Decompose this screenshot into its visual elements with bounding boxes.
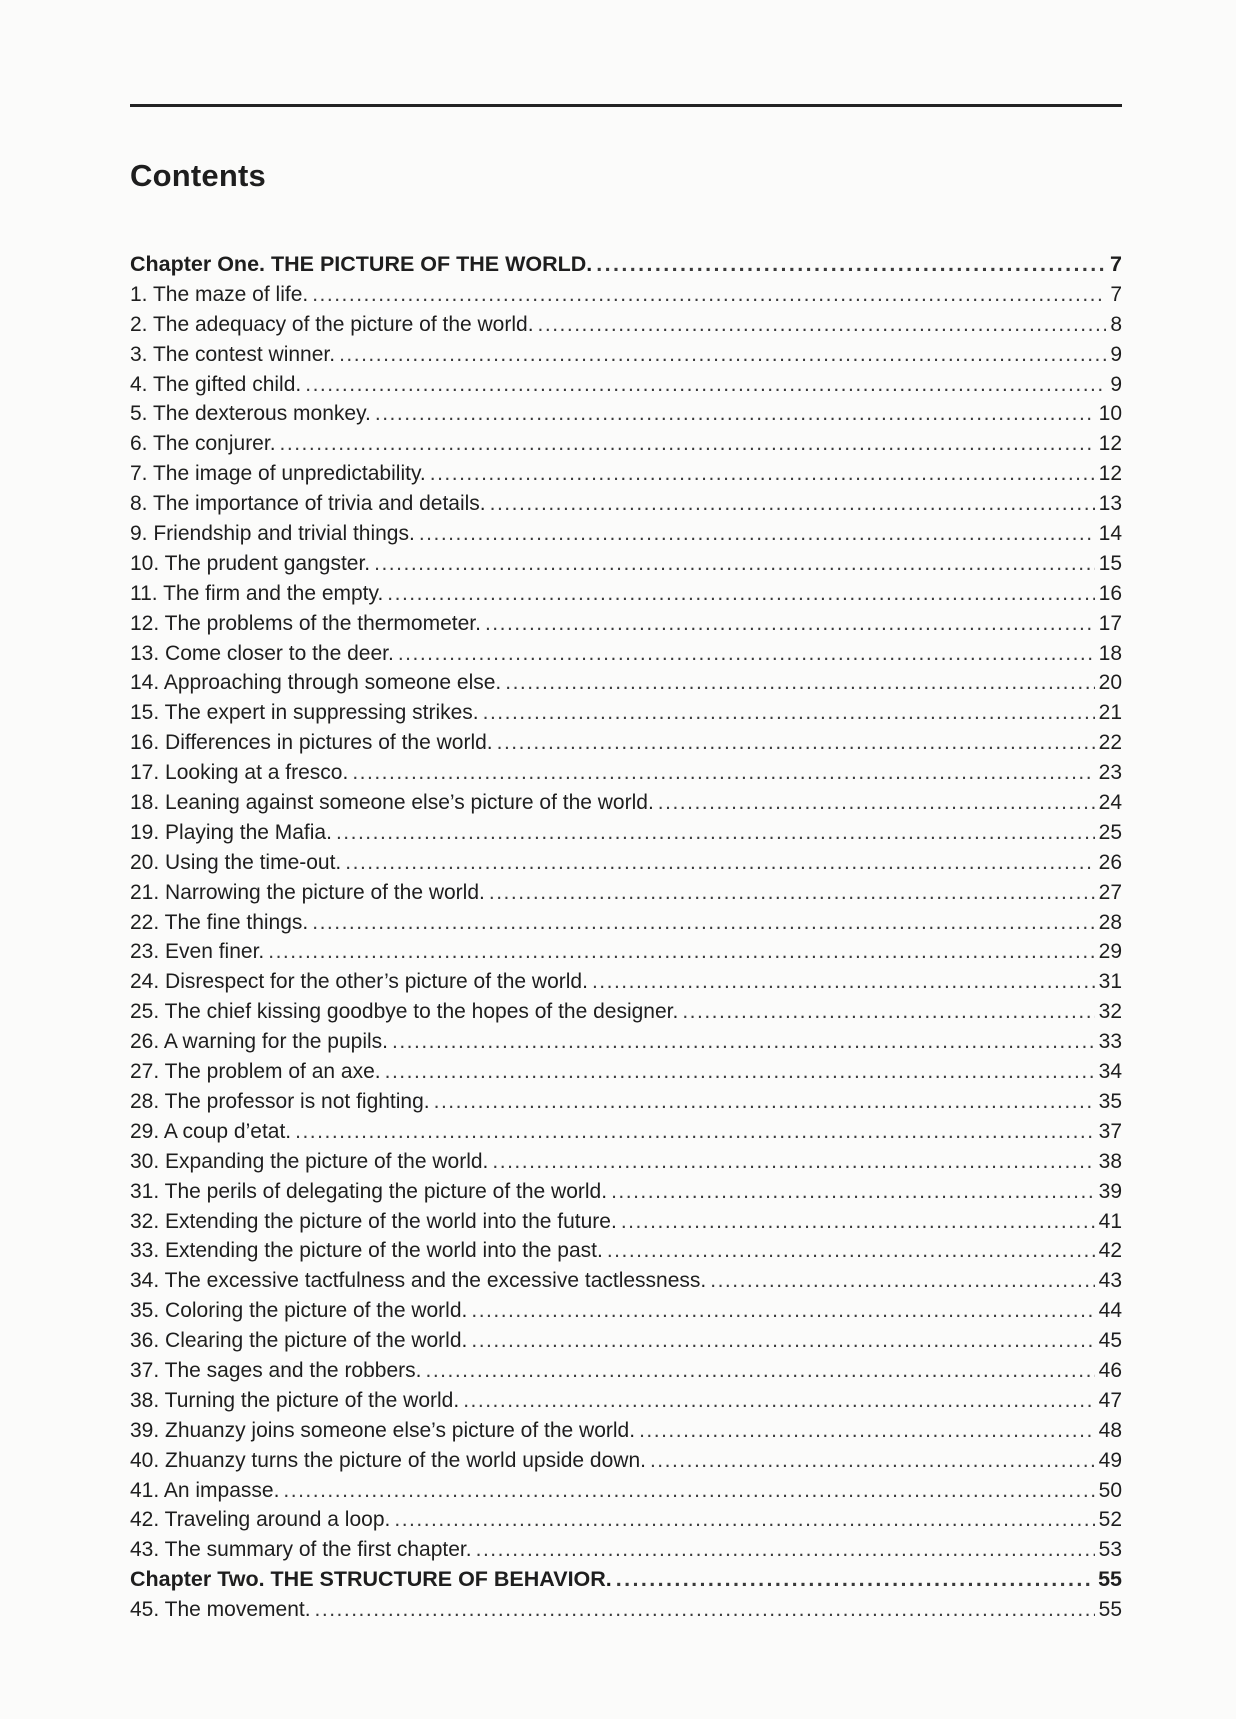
dot-leader [434, 1087, 1095, 1117]
toc-entry-label: 22. The fine things. [130, 910, 309, 934]
toc-entry-page-number: 8 [1110, 312, 1122, 336]
dot-leader [505, 668, 1094, 698]
toc-entry-label: 28. The professor is not fighting. [130, 1089, 430, 1113]
toc-entry-page-number: 12 [1098, 432, 1122, 456]
toc-entry [130, 1595, 1122, 1625]
toc-entry [130, 519, 1122, 549]
toc-entry-page-number: 13 [1098, 492, 1122, 516]
dot-leader [592, 967, 1095, 997]
dot-leader [312, 908, 1094, 938]
toc-entry-page-number: 9 [1110, 342, 1122, 366]
dot-leader [336, 818, 1095, 848]
toc-entry [130, 1296, 1122, 1326]
toc-entry-label: 8. The importance of trivia and details. [130, 492, 486, 516]
toc-entry [130, 489, 1122, 519]
toc-entry-page-number: 34 [1098, 1060, 1122, 1084]
toc-entry-page-number: 39 [1098, 1179, 1122, 1203]
dot-leader [639, 1416, 1095, 1446]
toc-entry-page-number: 16 [1098, 581, 1122, 605]
toc-entry [130, 668, 1122, 698]
toc-entry [130, 997, 1122, 1027]
toc-entry-page-number: 35 [1098, 1089, 1122, 1113]
toc-entry-label: 31. The perils of delegating the picture of the world. [130, 1179, 608, 1203]
toc-entry-page-number: 17 [1098, 611, 1122, 635]
toc-entry [130, 429, 1122, 459]
dot-leader [280, 429, 1095, 459]
dot-leader [650, 1446, 1095, 1476]
toc-entry-page-number: 7 [1110, 252, 1122, 276]
toc-entry-page-number: 29 [1098, 940, 1122, 964]
toc-entry-label: 36. Clearing the picture of the world. [130, 1329, 468, 1353]
toc-entry-label: 24. Disrespect for the other’s picture of the world. [130, 970, 588, 994]
toc-entry-page-number: 50 [1098, 1478, 1122, 1502]
dot-leader [339, 340, 1106, 370]
toc-entry [130, 698, 1122, 728]
toc-entry [130, 878, 1122, 908]
toc-entry-page-number: 55 [1098, 1598, 1122, 1622]
toc-entry-label: 30. Expanding the picture of the world. [130, 1149, 489, 1173]
dot-leader [485, 609, 1095, 639]
toc-entry-label: 40. Zhuanzy turns the picture of the world upside down. [130, 1448, 646, 1472]
toc-entry [130, 908, 1122, 938]
toc-entry [130, 1117, 1122, 1147]
dot-leader [596, 250, 1106, 280]
toc-entry-label: 4. The gifted child. [130, 372, 302, 396]
toc-entry [130, 1027, 1122, 1057]
dot-leader [682, 997, 1094, 1027]
toc-entry-page-number: 42 [1098, 1239, 1122, 1263]
dot-leader [345, 848, 1094, 878]
toc-entry-label: 23. Even finer. [130, 940, 265, 964]
dot-leader [374, 549, 1095, 579]
toc-entry [130, 1386, 1122, 1416]
toc-entry [130, 1476, 1122, 1506]
toc-entry-label: 17. Looking at a fresco. [130, 761, 349, 785]
toc-entry-label: 43. The summary of the first chapter. [130, 1538, 472, 1562]
dot-leader [611, 1177, 1095, 1207]
toc-entry-page-number: 33 [1098, 1030, 1122, 1054]
dot-leader [492, 1147, 1094, 1177]
dot-leader [352, 758, 1094, 788]
toc-entry-page-number: 49 [1098, 1448, 1122, 1472]
toc-entry-page-number: 45 [1098, 1329, 1122, 1353]
toc-entry [130, 1207, 1122, 1237]
toc-entry-page-number: 25 [1098, 820, 1122, 844]
toc-entry [130, 1236, 1122, 1266]
toc-entry-label: 42. Traveling around a loop. [130, 1508, 391, 1532]
toc-entry [130, 280, 1122, 310]
toc-entry-label: 3. The contest winner. [130, 342, 336, 366]
dot-leader [471, 1326, 1094, 1356]
toc-entry-page-number: 31 [1098, 970, 1122, 994]
toc-entry [130, 1416, 1122, 1446]
toc-entry-label: Chapter One. THE PICTURE OF THE WORLD. [130, 252, 593, 276]
toc-entry [130, 1057, 1122, 1087]
toc-entry-label: 5. The dexterous monkey. [130, 402, 371, 426]
dot-leader [419, 519, 1095, 549]
toc-entry-page-number: 22 [1098, 731, 1122, 755]
toc-entry-label: 26. A warning for the pupils. [130, 1030, 388, 1054]
toc-entry [130, 1177, 1122, 1207]
toc-entry [130, 1535, 1122, 1565]
toc-entry-label: 15. The expert in suppressing strikes. [130, 701, 479, 725]
toc-entry-label: 2. The adequacy of the picture of the world. [130, 312, 534, 336]
toc-entry [130, 1147, 1122, 1177]
toc-entry [130, 370, 1122, 400]
toc-entry-label: 29. A coup d’etat. [130, 1119, 292, 1143]
dot-leader [315, 1595, 1095, 1625]
toc-entry [130, 1326, 1122, 1356]
toc-entry [130, 549, 1122, 579]
toc-entry-label: 27. The problem of an axe. [130, 1060, 381, 1084]
toc-entry-label: 14. Approaching through someone else. [130, 671, 502, 695]
toc-entry [130, 639, 1122, 669]
toc-entry-page-number: 47 [1098, 1388, 1122, 1412]
toc-entry [130, 1356, 1122, 1386]
toc-entry-page-number: 27 [1098, 880, 1122, 904]
dot-leader [489, 878, 1095, 908]
dot-leader [497, 728, 1095, 758]
toc-entry-label: 6. The conjurer. [130, 432, 276, 456]
toc-entry-page-number: 48 [1098, 1418, 1122, 1442]
dot-leader [463, 1386, 1094, 1416]
toc-entry-page-number: 21 [1098, 701, 1122, 725]
dot-leader [394, 1505, 1094, 1535]
dot-leader [430, 459, 1095, 489]
toc-entry [130, 459, 1122, 489]
toc-entry-label: 34. The excessive tactfulness and the excessive tactlessness. [130, 1269, 707, 1293]
toc-entry-label: 38. Turning the picture of the world. [130, 1388, 460, 1412]
dot-leader [538, 310, 1106, 340]
dot-leader [295, 1117, 1095, 1147]
toc-entry-page-number: 24 [1098, 791, 1122, 815]
toc-entry [130, 579, 1122, 609]
dot-leader [658, 788, 1095, 818]
dot-leader [476, 1535, 1095, 1565]
toc-entry-page-number: 38 [1098, 1149, 1122, 1173]
toc-entry-label: 25. The chief kissing goodbye to the hopes of the designer. [130, 1000, 679, 1024]
toc-entry-page-number: 23 [1098, 761, 1122, 785]
toc-entry-label: 9. Friendship and trivial things. [130, 522, 415, 546]
toc-entry-label: 39. Zhuanzy joins someone else’s picture of the world. [130, 1418, 636, 1442]
dot-leader [398, 639, 1095, 669]
toc-entry-label: 21. Narrowing the picture of the world. [130, 880, 485, 904]
toc-chapter-entry [130, 250, 1122, 280]
toc-entry-page-number: 10 [1098, 402, 1122, 426]
top-rule [130, 104, 1122, 107]
toc-entry-label: 32. Extending the picture of the world into the future. [130, 1209, 617, 1233]
toc-entry [130, 967, 1122, 997]
toc-entry-label: 1. The maze of life. [130, 282, 309, 306]
toc-chapter-entry [130, 1565, 1122, 1595]
toc-entry-label: 45. The movement. [130, 1598, 311, 1622]
toc-entry-label: 7. The image of unpredictability. [130, 462, 426, 486]
toc-entry-page-number: 55 [1098, 1567, 1122, 1592]
toc-entry-label: 41. An impasse. [130, 1478, 280, 1502]
toc-entry-page-number: 53 [1098, 1538, 1122, 1562]
toc-entry-label: 10. The prudent gangster. [130, 551, 371, 575]
toc-entry-page-number: 52 [1098, 1508, 1122, 1532]
toc-entry [130, 937, 1122, 967]
dot-leader [268, 937, 1094, 967]
toc-entry-label: 16. Differences in pictures of the world. [130, 731, 493, 755]
dot-leader [490, 489, 1095, 519]
toc-entry [130, 399, 1122, 429]
dot-leader [305, 370, 1106, 400]
dot-leader [283, 1476, 1094, 1506]
dot-leader [621, 1207, 1095, 1237]
table-of-contents [130, 250, 1122, 1625]
toc-entry [130, 818, 1122, 848]
dot-leader [607, 1236, 1095, 1266]
toc-entry [130, 1266, 1122, 1296]
toc-entry [130, 1505, 1122, 1535]
toc-entry-page-number: 7 [1110, 282, 1122, 306]
toc-entry [130, 1087, 1122, 1117]
toc-entry-page-number: 9 [1110, 372, 1122, 396]
dot-leader [471, 1296, 1094, 1326]
toc-entry-label: 18. Leaning against someone else’s picture of the world. [130, 791, 654, 815]
dot-leader [483, 698, 1095, 728]
toc-entry [130, 340, 1122, 370]
toc-entry [130, 788, 1122, 818]
toc-entry-page-number: 26 [1098, 850, 1122, 874]
toc-entry-label: 20. Using the time-out. [130, 850, 342, 874]
dot-leader [392, 1027, 1095, 1057]
dot-leader [387, 579, 1094, 609]
toc-entry-page-number: 46 [1098, 1358, 1122, 1382]
toc-entry-page-number: 37 [1098, 1119, 1122, 1143]
toc-entry-page-number: 32 [1098, 1000, 1122, 1024]
toc-entry [130, 728, 1122, 758]
toc-entry-page-number: 44 [1098, 1299, 1122, 1323]
toc-entry-page-number: 20 [1098, 671, 1122, 695]
dot-leader [375, 399, 1095, 429]
dot-leader [616, 1565, 1094, 1595]
toc-entry-label: 11. The firm and the empty. [130, 581, 384, 605]
dot-leader [425, 1356, 1094, 1386]
toc-entry-label: 33. Extending the picture of the world into the past. [130, 1239, 603, 1263]
toc-entry-label: 12. The problems of the thermometer. [130, 611, 481, 635]
toc-entry-page-number: 14 [1098, 522, 1122, 546]
toc-entry [130, 609, 1122, 639]
toc-entry [130, 758, 1122, 788]
toc-entry-page-number: 28 [1098, 910, 1122, 934]
toc-entry-label: 35. Coloring the picture of the world. [130, 1299, 468, 1323]
toc-entry [130, 848, 1122, 878]
toc-entry [130, 310, 1122, 340]
toc-entry-page-number: 41 [1098, 1209, 1122, 1233]
dot-leader [312, 280, 1106, 310]
toc-entry-page-number: 15 [1098, 551, 1122, 575]
toc-entry-page-number: 12 [1098, 462, 1122, 486]
toc-entry-label: 13. Come closer to the deer. [130, 641, 394, 665]
dot-leader [710, 1266, 1094, 1296]
toc-entry-label: Chapter Two. THE STRUCTURE OF BEHAVIOR. [130, 1567, 612, 1592]
toc-entry-page-number: 18 [1098, 641, 1122, 665]
toc-entry-label: 19. Playing the Mafia. [130, 820, 332, 844]
toc-entry [130, 1446, 1122, 1476]
page-title: Contents [130, 158, 266, 193]
dot-leader [385, 1057, 1095, 1087]
toc-entry-label: 37. The sages and the robbers. [130, 1358, 422, 1382]
toc-entry-page-number: 43 [1098, 1269, 1122, 1293]
